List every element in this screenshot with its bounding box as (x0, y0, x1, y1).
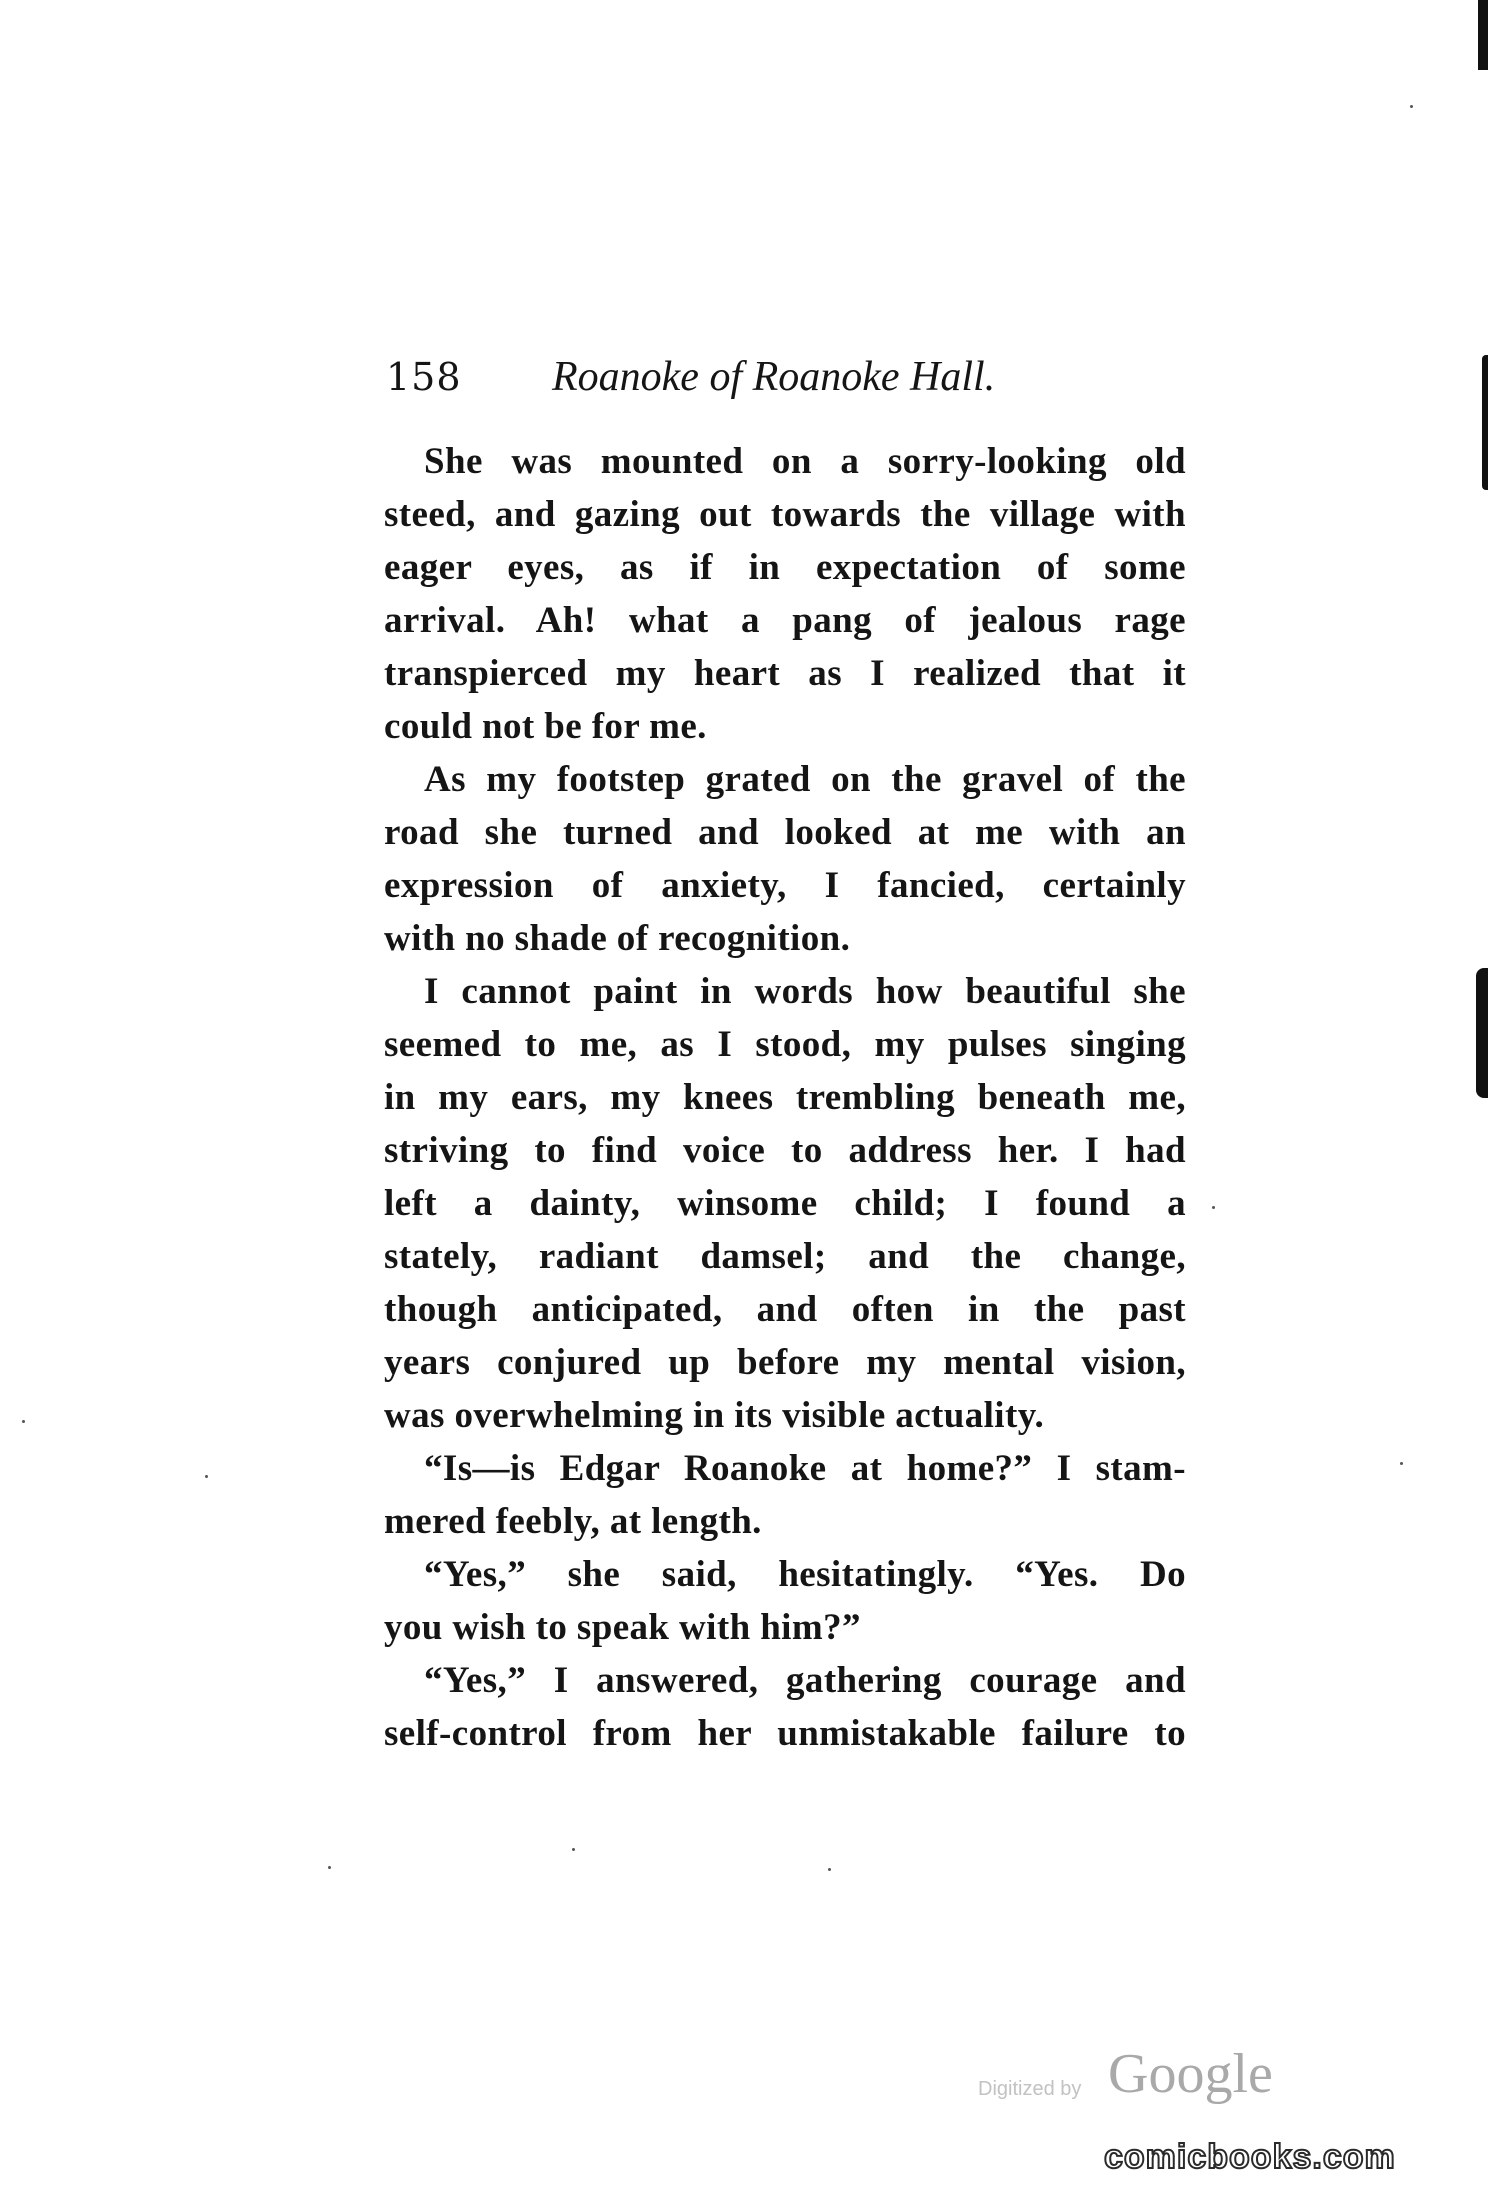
scan-speck (22, 1420, 25, 1423)
scan-speck (1400, 1462, 1403, 1465)
text-line: “Yes,” she said, hesitatingly. “Yes. Do (424, 1554, 1186, 1595)
text-line: mered feebly, at length. (384, 1501, 762, 1542)
text-line: “Is—is Edgar Roanoke at home?” I stam- (424, 1448, 1186, 1489)
text-line: eager eyes, as if in expectation of some (384, 547, 1186, 588)
text-line: self-control from her unmistakable failure to (384, 1713, 1186, 1754)
scan-speck (1212, 1206, 1215, 1209)
text-line: “Yes,” I answered, gathering courage and (424, 1660, 1186, 1701)
page-number: 158 (386, 355, 462, 399)
text-line: road she turned and looked at me with an (384, 812, 1186, 853)
text-line: As my footstep grated on the gravel of the (424, 759, 1186, 800)
site-watermark: comicbooks.com (1104, 2138, 1396, 2176)
paragraph-4 (384, 1442, 1186, 1548)
text-line: left a dainty, winsome child; I found a (384, 1183, 1186, 1224)
scan-speck (828, 1868, 831, 1871)
paragraph-5 (384, 1548, 1186, 1654)
scan-speck (328, 1866, 331, 1869)
scan-edge-mark (1482, 355, 1488, 490)
text-line: stately, radiant damsel; and the change, (384, 1236, 1186, 1277)
text-line: could not be for me. (384, 706, 707, 747)
paragraph-2 (384, 753, 1186, 965)
scan-speck (205, 1475, 208, 1478)
text-line: with no shade of recognition. (384, 918, 851, 959)
text-line: seemed to me, as I stood, my pulses singing (384, 1024, 1186, 1065)
text-line: She was mounted on a sorry-looking old (424, 441, 1186, 482)
scan-speck (572, 1848, 575, 1851)
scan-edge-mark (1478, 0, 1488, 70)
scan-edge-mark (1476, 968, 1488, 1098)
paragraph-3 (384, 965, 1186, 1442)
running-title: Roanoke of Roanoke Hall. (552, 354, 996, 400)
text-line: I cannot paint in words how beautiful she (424, 971, 1186, 1012)
text-line: you wish to speak with him?” (384, 1607, 861, 1648)
body-text (384, 435, 1186, 1760)
paragraph-1 (384, 435, 1186, 753)
running-head (386, 347, 1186, 407)
text-line: years conjured up before my mental vision, (384, 1342, 1186, 1383)
text-line: was overwhelming in its visible actuality. (384, 1395, 1045, 1436)
text-line: though anticipated, and often in the past (384, 1289, 1186, 1330)
google-watermark (978, 2042, 1298, 2112)
digitized-by-label: Digitized by (978, 2078, 1082, 2100)
google-logo: Google (1108, 2043, 1273, 2105)
text-line: in my ears, my knees trembling beneath me, (384, 1077, 1186, 1118)
text-line: expression of anxiety, I fancied, certainly (384, 865, 1186, 906)
scan-speck (1410, 105, 1413, 108)
text-line: striving to find voice to address her. I had (384, 1130, 1186, 1171)
text-line: arrival. Ah! what a pang of jealous rage (384, 600, 1186, 641)
text-line: steed, and gazing out towards the village with (384, 494, 1186, 535)
text-line: transpierced my heart as I realized that it (384, 653, 1186, 694)
paragraph-6 (384, 1654, 1186, 1760)
